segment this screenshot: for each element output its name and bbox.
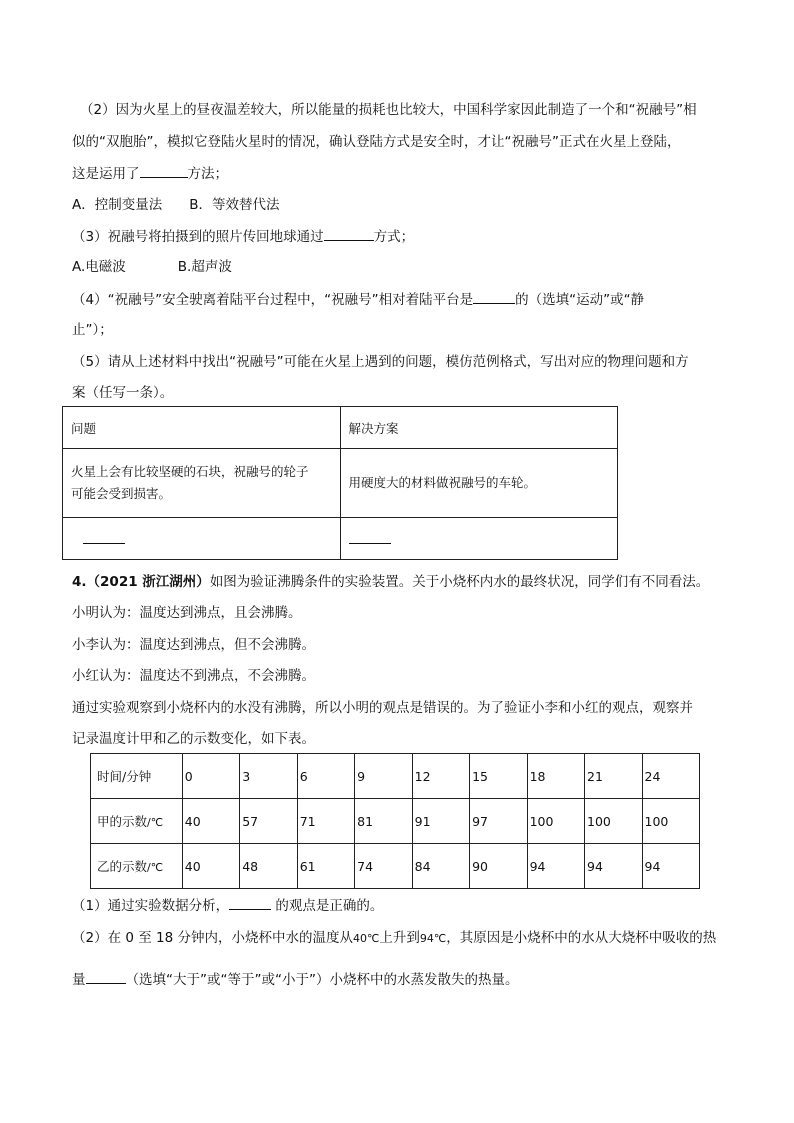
q4-answer-blank[interactable] (473, 290, 515, 304)
table-cell: 61 (297, 844, 354, 889)
row-header-time: 时间/分钟 (91, 754, 183, 799)
q-4-view-1: 小明认为：温度达到沸点，且会沸腾。 (72, 605, 302, 621)
table-cell: 100 (527, 799, 584, 844)
q-4-intro (72, 573, 709, 591)
q-4-number: 4. (72, 574, 87, 590)
q4-line-1-pre: （4）“祝融号”安全驶离着陆平台过程中，“祝融号”相对着陆平台是 (72, 292, 474, 308)
table-cell: 100 (642, 799, 700, 844)
q-4-source: （2021 浙江湖州） (86, 574, 210, 590)
table-cell: 18 (527, 754, 584, 799)
row-header-a-unit: /℃ (147, 816, 164, 829)
table-cell: 57 (240, 799, 297, 844)
table-cell: 81 (355, 799, 412, 844)
q2-answer-blank[interactable] (140, 164, 188, 178)
q2-line-1: （2）因为火星上的昼夜温差较大，所以能量的损耗也比较大，中国科学家因此制造了一个和“祝融号”相 (80, 102, 697, 118)
q3-line (72, 227, 414, 246)
q-4-sub-2-temp-1: 40℃ (353, 932, 380, 945)
row-header-a-label: 甲的示数 (97, 814, 148, 829)
q5-example-solution: 用硬度大的材料做祝融号的车轮。 (340, 449, 618, 518)
table-cell: 40 (182, 799, 239, 844)
table-cell: 74 (355, 844, 412, 889)
table-cell: 9 (355, 754, 412, 799)
q-4-sub-2-cont-c: 小烧杯中的水蒸发散失的热量。 (329, 972, 519, 988)
table-cell: 94 (642, 844, 700, 889)
q-4-sub-2-b: 上升到 (379, 930, 420, 946)
q5-line-1: （5）请从上述材料中找出“祝融号”可能在火星上遇到的问题，模仿范例格式，写出对应的物理问题和方 (72, 354, 689, 370)
row-header-b-unit: /℃ (147, 861, 164, 874)
table-row (63, 518, 618, 560)
q2-line-3 (72, 164, 228, 183)
q5-example-problem-l1: 火星上会有比较坚硬的石块，祝融号的轮子 (71, 464, 309, 479)
table-cell: 6 (297, 754, 354, 799)
table-cell: 24 (642, 754, 700, 799)
q-4-sub-2-blank[interactable] (86, 970, 126, 984)
table-cell: 94 (585, 844, 642, 889)
q-4-intro-text: 如图为验证沸腾条件的实验装置。关于小烧杯内水的最终状况，同学们有不同看法。 (209, 574, 710, 590)
q5-table (62, 406, 618, 560)
row-header-b-label: 乙的示数 (97, 859, 148, 874)
q4-line-1 (72, 290, 644, 309)
q-4-sub-1 (72, 896, 383, 915)
q5-example-problem-l2: 可能会受到损害。 (71, 486, 172, 501)
q-4-sub-2-a: （2）在 0 至 18 分钟内，小烧杯中水的温度从 (72, 930, 354, 946)
table-cell: 100 (585, 799, 642, 844)
table-cell: 90 (470, 844, 527, 889)
table-cell: 84 (412, 844, 469, 889)
table-cell: 97 (470, 799, 527, 844)
q3-option-a: A.电磁波 (72, 259, 126, 275)
q2-options: A．控制变量法 B．等效替代法 (72, 197, 280, 213)
q-4-sub-2-c: ，其原因是小烧杯中的水从大烧杯中吸收的热 (446, 930, 717, 946)
q-4-sub-2 (72, 929, 716, 948)
q5-example-problem (63, 449, 341, 518)
q-4-sub-1-blank[interactable] (229, 896, 271, 910)
q-4-sub-2-cont (72, 970, 518, 989)
table-cell: 3 (240, 754, 297, 799)
table-row (63, 449, 618, 518)
q3-post: 方式； (373, 229, 415, 245)
table-cell: 71 (297, 799, 354, 844)
q5-answer-problem-cell (63, 518, 341, 560)
q5-header-solution: 解决方案 (340, 407, 618, 449)
table-cell: 0 (182, 754, 239, 799)
q-4-sub-2-temp-2: 94℃ (419, 932, 447, 945)
q2-line-3-post: 方法； (187, 166, 228, 182)
q5-problem-blank[interactable] (83, 530, 125, 544)
table-row (91, 799, 700, 844)
table-cell: 40 (182, 844, 239, 889)
temperature-table (90, 753, 700, 889)
q2-line-3-pre: 这是运用了 (72, 166, 140, 182)
row-header-b (91, 844, 183, 889)
table-row (91, 754, 700, 799)
table-row (63, 407, 618, 449)
q-4-obs-2: 记录温度计甲和乙的示数变化，如下表。 (72, 731, 315, 747)
q5-line-2: 案（任写一条）。 (72, 385, 174, 401)
q4-line-1-post: 的（选填“运动”或“静 (515, 292, 645, 308)
table-cell: 48 (240, 844, 297, 889)
q4-line-2: 止”）； (72, 322, 113, 338)
q5-answer-solution-cell (340, 518, 618, 560)
table-cell: 91 (412, 799, 469, 844)
q3-pre: （3）祝融号将拍摄到的照片传回地球通过 (72, 229, 324, 245)
q-4-sub-2-cont-a: 量 (72, 972, 86, 988)
q-4-view-2: 小李认为：温度达到沸点，但不会沸腾。 (72, 637, 315, 653)
q-4-sub-2-cont-b: （选填“大于”或“等于”或“小于”） (125, 972, 330, 988)
table-cell: 15 (470, 754, 527, 799)
q3-options (72, 258, 232, 276)
q-4-obs-1: 通过实验观察到小烧杯内的水没有沸腾，所以小明的观点是错误的。为了验证小李和小红的观点，观察并 (72, 700, 693, 716)
q-4-sub-1-post: 的观点是正确的。 (271, 898, 384, 914)
q2-line-2: 似的“双胞胎”，模拟它登陆火星时的情况，确认登陆方式是安全时，才让“祝融号”正式在火星上登陆， (72, 134, 681, 150)
q5-header-problem: 问题 (63, 407, 341, 449)
q3-answer-blank[interactable] (324, 227, 374, 241)
q3-option-b: B.超声波 (177, 259, 232, 275)
table-cell: 21 (585, 754, 642, 799)
table-cell: 94 (527, 844, 584, 889)
q-4-view-3: 小红认为：温度达不到沸点，不会沸腾。 (72, 668, 315, 684)
table-cell: 12 (412, 754, 469, 799)
table-row (91, 844, 700, 889)
q5-solution-blank[interactable] (349, 530, 391, 544)
q-4-sub-1-pre: （1）通过实验数据分析， (72, 898, 230, 914)
row-header-a (91, 799, 183, 844)
